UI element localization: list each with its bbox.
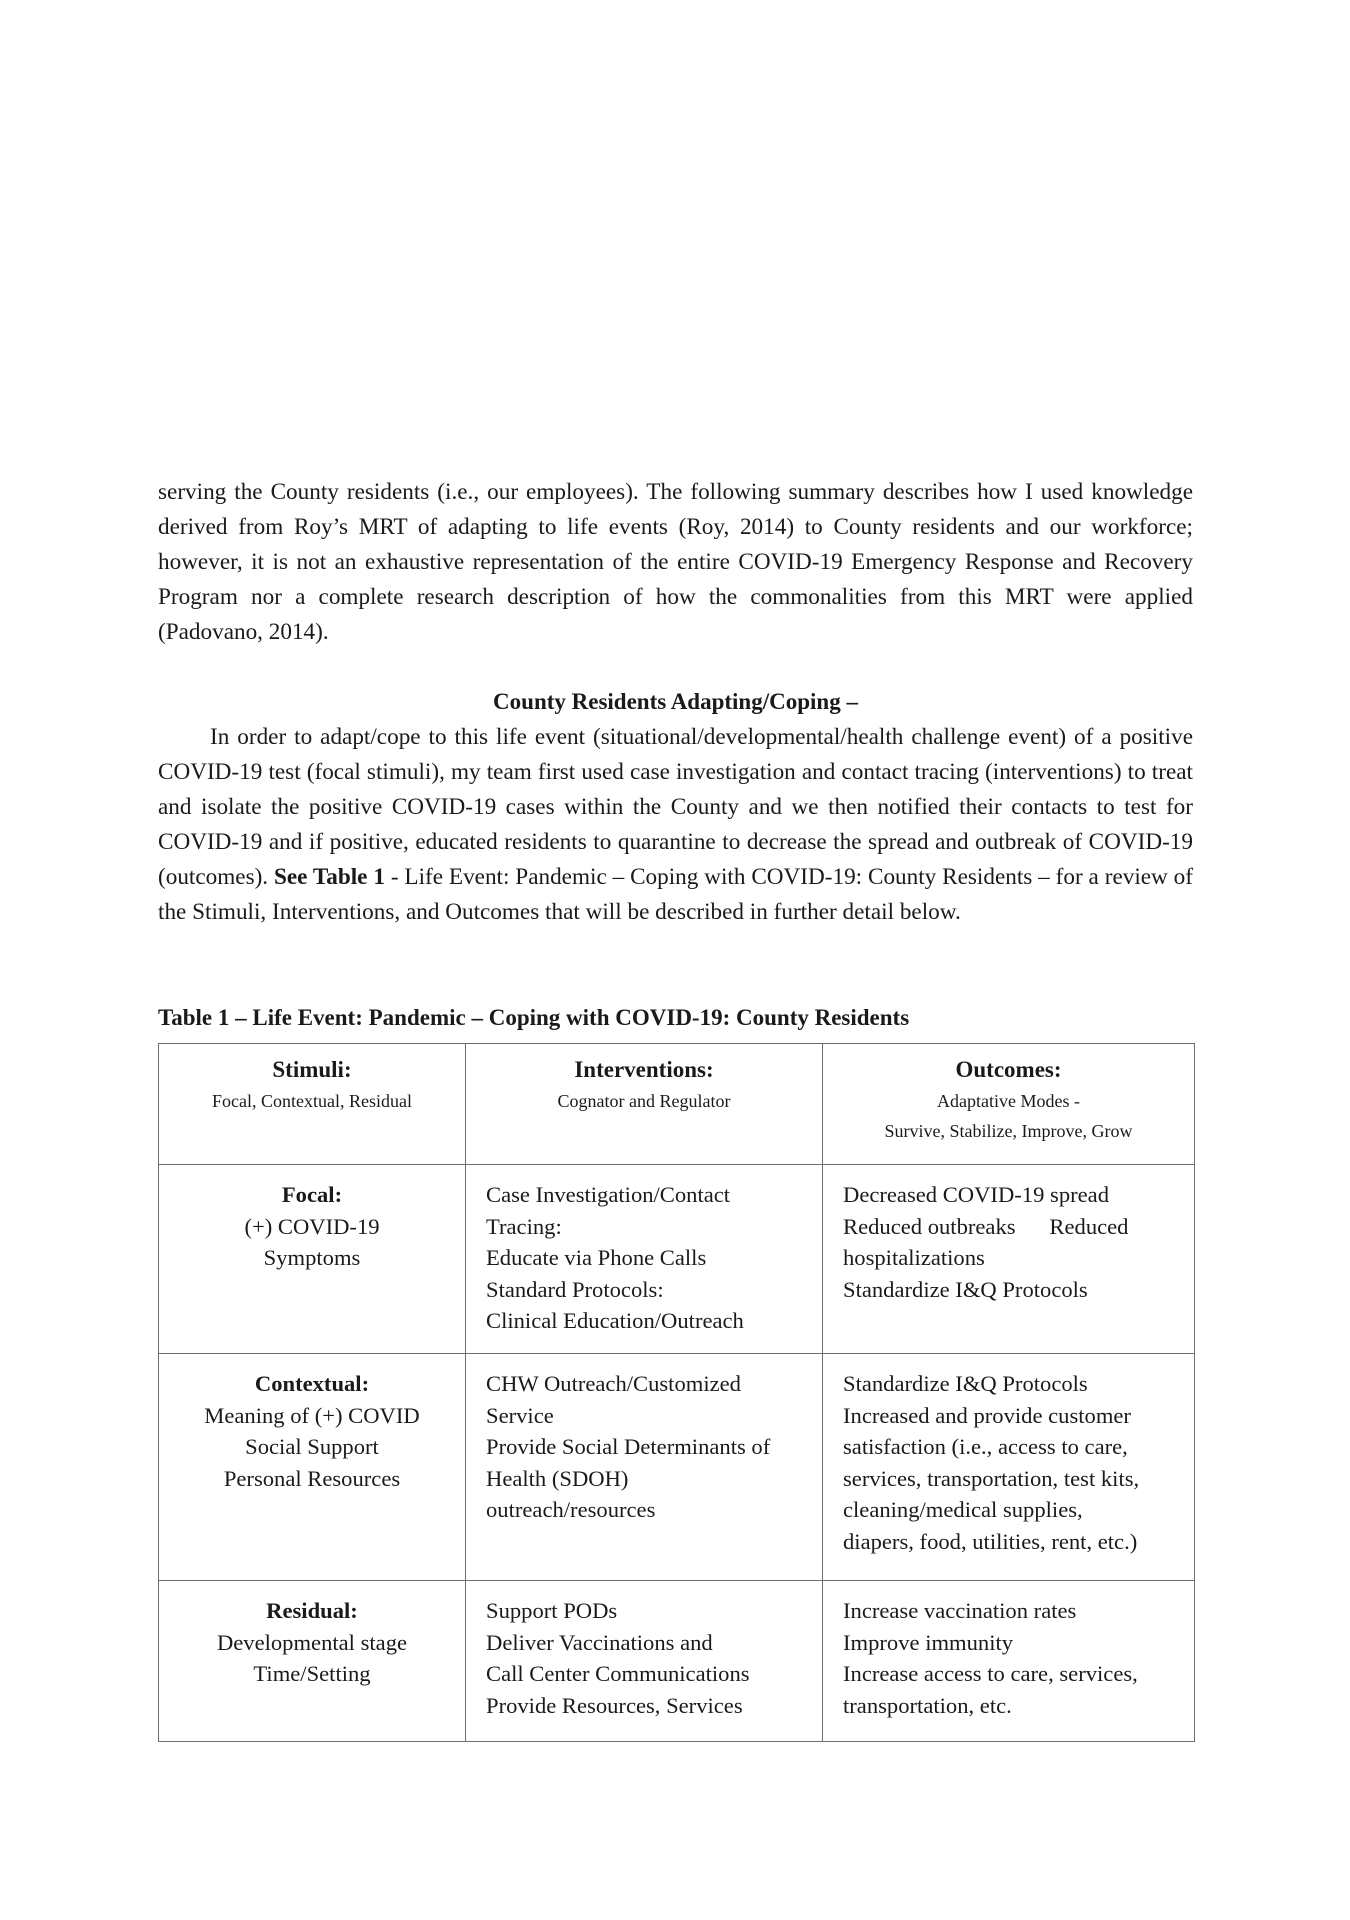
outcome-line: services, transportation, test kits, xyxy=(843,1465,1140,1491)
intervention-line: CHW Outreach/Customized xyxy=(486,1371,741,1396)
outcomes-cell xyxy=(823,1581,1195,1742)
body-text-after: - Life Event: Pandemic – Coping with COVID-19: County Residents – for a review of the Stimuli, Interventions, and Outcomes that will be described in further detail below. xyxy=(158,864,1193,925)
header-outcomes xyxy=(823,1044,1195,1165)
intervention-line: Educate via Phone Calls xyxy=(486,1245,707,1271)
header-title: Stimuli: xyxy=(272,1057,352,1082)
header-title: Interventions: xyxy=(574,1057,714,1082)
outcome-line: satisfaction (i.e., access to care, xyxy=(843,1434,1128,1460)
table-row xyxy=(159,1354,1195,1581)
table-row xyxy=(159,1165,1195,1354)
stimuli-line: (+) COVID-19 xyxy=(244,1213,380,1239)
outcome-line: cleaning/medical supplies, xyxy=(843,1497,1083,1523)
coping-table xyxy=(158,1043,1195,1742)
header-subtitle: Focal, Contextual, Residual xyxy=(212,1091,412,1111)
outcome-line: transportation, etc. xyxy=(843,1692,1012,1718)
intervention-line: Standard Protocols: xyxy=(486,1276,664,1302)
outcomes-cell xyxy=(823,1354,1195,1581)
section-heading: County Residents Adapting/Coping – xyxy=(493,689,858,714)
stimuli-label: Focal: xyxy=(281,1182,343,1207)
outcome-line: Standardize I&Q Protocols xyxy=(843,1276,1088,1302)
outcome-line: Standardize I&Q Protocols xyxy=(843,1371,1088,1396)
table-reference: See Table 1 xyxy=(273,864,385,890)
header-stimuli xyxy=(159,1044,466,1165)
intervention-line: Clinical Education/Outreach xyxy=(486,1308,744,1334)
stimuli-line: Personal Resources xyxy=(223,1465,401,1491)
intervention-line: Health (SDOH) xyxy=(486,1465,629,1491)
intervention-line: Deliver Vaccinations and xyxy=(486,1629,713,1655)
table-row xyxy=(159,1581,1195,1742)
intervention-line: Support PODs xyxy=(486,1598,618,1623)
stimuli-label: Residual: xyxy=(266,1598,358,1623)
interventions-cell xyxy=(466,1354,823,1581)
stimuli-line: Meaning of (+) COVID xyxy=(204,1402,420,1428)
header-subtitle: Adaptative Modes - xyxy=(937,1091,1080,1111)
stimuli-cell xyxy=(159,1354,466,1581)
intervention-line: Case Investigation/Contact xyxy=(486,1182,731,1207)
stimuli-cell xyxy=(159,1165,466,1354)
intervention-line: Call Center Communications xyxy=(486,1661,750,1687)
outcome-line: hospitalizations xyxy=(843,1245,985,1271)
body-text-before: In order to adapt/cope to this life event (situational/developmental/health challenge event) of a positive COVID-19 test (focal stimuli), my team first used case investigation and contact tracing (interventions) to treat and isolate the positive COVID-19 cases within the County and we then notified their contacts to test for COVID-19 and if positive, educated residents to quarantine to decrease the spread and outbreak of COVID-19 (outcomes). xyxy=(158,724,1193,890)
header-title: Outcomes: xyxy=(955,1057,1062,1082)
outcome-line: diapers, food, utilities, rent, etc.) xyxy=(843,1528,1138,1554)
body-paragraph xyxy=(158,720,1193,930)
outcome-line: Decreased COVID-19 spread xyxy=(843,1182,1109,1207)
interventions-cell xyxy=(466,1581,823,1742)
outcome-line: Reduced outbreaks Reduced xyxy=(843,1213,1129,1239)
outcomes-cell xyxy=(823,1165,1195,1354)
intervention-line: outreach/resources xyxy=(486,1497,656,1523)
header-interventions xyxy=(466,1044,823,1165)
table-header-row xyxy=(159,1044,1195,1165)
table-caption: Table 1 – Life Event: Pandemic – Coping with COVID-19: County Residents xyxy=(158,1005,910,1030)
header-subtitle: Cognator and Regulator xyxy=(557,1091,731,1111)
outcome-line: Increased and provide customer xyxy=(843,1402,1131,1428)
intervention-line: Provide Social Determinants of xyxy=(486,1434,771,1460)
stimuli-label: Contextual: xyxy=(254,1371,370,1396)
stimuli-line: Symptoms xyxy=(263,1245,361,1271)
interventions-cell xyxy=(466,1165,823,1354)
intervention-line: Service xyxy=(486,1402,554,1428)
outcome-line: Increase vaccination rates xyxy=(843,1598,1077,1623)
header-subtitle: Survive, Stabilize, Improve, Grow xyxy=(884,1121,1133,1141)
outcome-line: Increase access to care, services, xyxy=(843,1661,1138,1687)
outcome-line: Improve immunity xyxy=(843,1629,1014,1655)
stimuli-cell xyxy=(159,1581,466,1742)
intro-paragraph: serving the County residents (i.e., our employees). The following summary describes how I used knowledge derived from Roy’s MRT of adapting to life events (Roy, 2014) to County residents and our workforce; however, it is not an exhaustive representation of the entire COVID-19 Emergency Response and Recovery Program nor a complete research description of how the commonalities from this MRT were applied (Padovano, 2014). xyxy=(158,479,1193,645)
intervention-line: Provide Resources, Services xyxy=(486,1692,743,1718)
intervention-line: Tracing: xyxy=(486,1213,562,1239)
stimuli-line: Social Support xyxy=(245,1434,379,1460)
stimuli-line: Time/Setting xyxy=(253,1661,371,1687)
stimuli-line: Developmental stage xyxy=(216,1629,408,1655)
